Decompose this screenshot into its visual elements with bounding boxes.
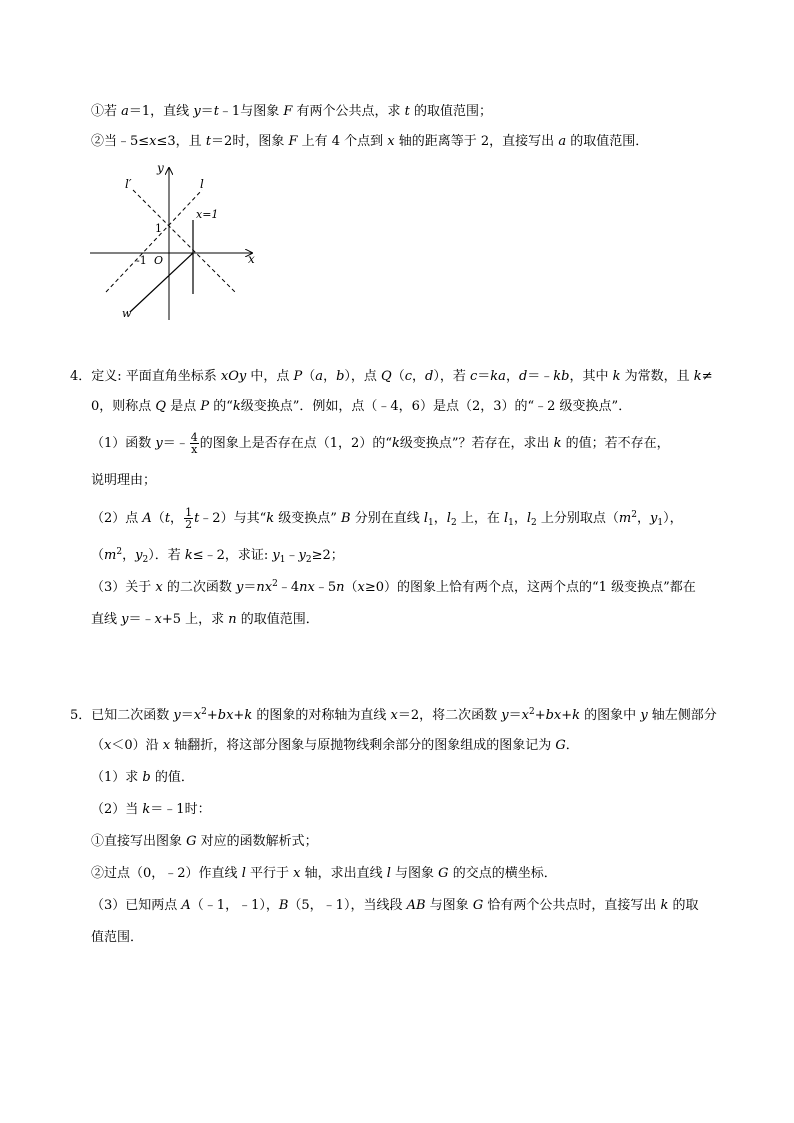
line-l: [106, 190, 202, 292]
line-l-prime: [133, 190, 236, 293]
q4-line-5: （2）点 A（t， $\frac{1}{2}$ t﹣2）与其“k 级变换点” B 分别在直线 $l_1$，$l_2$ 上，在 $l_1$，$l_2$ 上分别取点（$m^2$，$y_1$），: [91, 506, 683, 531]
q5-line-3: （1）求 b 的值．: [91, 770, 194, 785]
q5-line-6: ②过点（0，﹣2）作直线 l 平行于 x 轴，求出直线 l 与图象 G 的交点的横坐标．: [91, 866, 557, 881]
label-l: l: [200, 177, 204, 191]
q5-line-2: （x＜0）沿 x 轴翻折，将这部分图象与原抛物线剩余部分的图象组成的图象记为 G．: [91, 738, 579, 753]
q4-line-7: （3）关于 x 的二次函数 $y=nx^2﹣4nx﹣5n(x\ge 0)$的图象上恰有两个点，这两个点的“1 级变换点”都在: [91, 579, 696, 595]
q4-line-3: （1）函数 y＝﹣ $\frac{4}{x}$ 的图象上是否存在点（1，2）的“k级变换点”？若存在，求出 k 的值；若不存在，: [91, 431, 670, 456]
q5-line-1: 5．已知二次函数 $y=x^2+bx+k$ 的图象的对称轴为直线 x＝2，将二次函数 $y=x^2+bx+k$ 的图象中 y 轴左侧部分: [70, 707, 717, 723]
label-origin: O: [154, 254, 164, 267]
q5-line-4: （2）当 k＝﹣1时：: [91, 802, 211, 817]
q4-line-2: 0，则称点 Q 是点 P 的“k级变换点”．例如，点（﹣4，6）是点（2，3）的“﹣2 级变换点”．: [91, 399, 632, 414]
fraction-4-over-x: $\frac{4}{x}$: [190, 431, 198, 456]
label-x-eq-1: x=1: [196, 208, 219, 221]
label-one: 1: [155, 222, 162, 235]
q3-part-1: ①若 a＝1，直线 y＝t﹣1与图象 F 有两个公共点，求 t 的取值范围；: [91, 104, 492, 119]
q4-line-4: 说明理由；: [91, 473, 157, 488]
q3-part-2: ②当﹣5≤x≤3，且 t＝2时，图象 F 上有 4 个点到 x 轴的距离等于 2，直接写出 a 的取值范围．: [91, 134, 649, 149]
q5-line-8: 值范围．: [91, 930, 144, 945]
label-l-prime: l′: [125, 177, 132, 191]
label-neg-one: -1: [136, 254, 147, 267]
label-w: w: [122, 307, 132, 320]
label-x: x: [248, 252, 255, 266]
q4-line-6: （$m^2$，$y_2$）．若 k≤﹣2，求证: $y_1﹣y_2\ge 2$；: [91, 547, 344, 565]
q4-line-8: 直线 y＝﹣x+5 上，求 n 的取值范围．: [91, 612, 319, 627]
q5-line-7: （3）已知两点 A（﹣1，﹣1），B（5，﹣1），当线段 AB 与图象 G 恰有两个公共点时，直接写出 k 的取: [91, 898, 699, 913]
coordinate-figure: [90, 160, 270, 330]
q5-line-5: ①直接写出图象 G 对应的函数解析式；: [91, 834, 318, 849]
fraction-1-over-2: $\frac{1}{2}$: [185, 506, 193, 531]
label-y: y: [157, 161, 164, 175]
q4-line-1: 4．定义: 平面直角坐标系 xOy 中，点 P（a，b），点 Q（c，d），若 c＝ka，d＝﹣kb，其中 k 为常数，且 k≠: [70, 369, 713, 384]
